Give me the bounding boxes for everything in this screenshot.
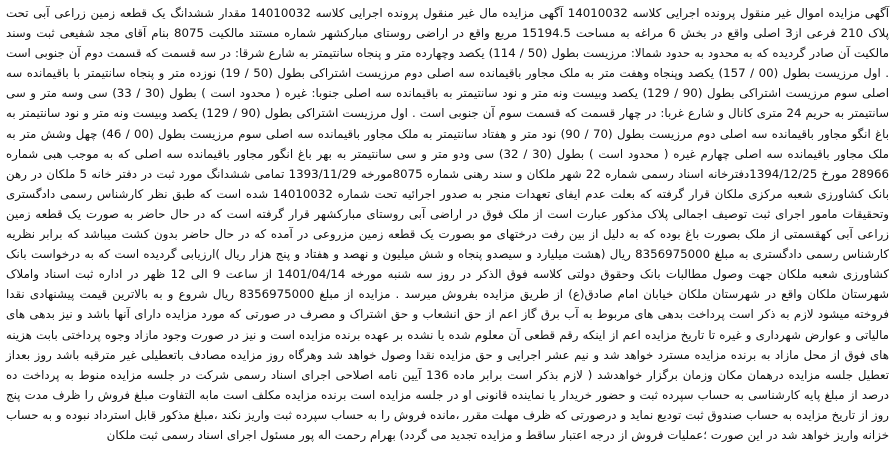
auction-notice-text: آگهی مزایده اموال غیر منقول پرونده اجرایی کلاسه 14010032 آگهی مزایده مال غیر منقول پرونده اجرایی کلاسه 14010032 مقدار ششدانگ یک قطعه زمین زراعی آبی تحت پلاک 210 فرعی از3 اصلی واقع در بخش 6 مراغه به مساحت 15194.5 مربع واقع در اراضی روستای مبارکشهر شماره مستند مالکیت 8075 بنام آقای مجد شفیعی ثبت وسند مالکیت آن صادر گردیده که به محدود به حدود شمالا: مرزیست بطول (50 / 114) یکصد وچهارده متر و پنجاه سانتیمتر به شارع شرقا: در سه قسمت که قسمت دوم آن جنوبی است . اول مرزیست بطول (00 / 157) یکصد وپنجاه وهفت متر به ملک مجاور باقیمانده سه اصلی دوم مرزیست اشتراکی بطول (50 / 19) نوزده متر و پنجاه سانتیمتر با باقیمانده سه اصلی سوم مرزیست اشتراکی بطول (90 / 129) یکصد وبیست ونه متر و نود سانتیمتر به باقیمانده سه اصلی جنوبا: غیره ( محدود است ) بطول (30 / 33) سی وسه متر و سی سانتیمتر به حریم 24 متری کانال و شارع غربا: در چهار قسمت که قسمت سوم آن جنوبی است . اول مرزیست اشتراکی بطول (90 / 129) یکصد وبیست ونه متر و نود سانتیمتر به باغ انگو مجاور باقیمانده سه اصلی دوم مرزیست بطول (70 / 90) نود متر و هفتاد سانتیمتر به ملک مجاور باقیمانده سه اصلی سوم مرزیست بطول (00 / 46) چهل وشش متر به ملک مجاور باقیمانده سه اصلی چهارم غیره ( محدود است ) بطول (30 / 32) سی ودو متر و سی سانتیمتر به بهر باغ انگور مجاور باقیمانده سه اصلی که به موجب هبی شماره 28966 مورخ 1394/12/25دفترخانه اسناد رسمی شماره 22 شهر ملکان و سند رهنی شماره 8075مورخه 1393/11/29 تمامی ششدانگ مورد ثبت در دفتر خانه 5 ملکان در رهن بانک کشاورزی شعبه مرکزی ملکان قرار گرفته که بعلت عدم ایفای تعهدات منجر به صدور اجرائیه تحت شماره 14010032 شده است که طبق نظر کارشناس رسمی دادگستری وتحقیقات مامور اجرای ثبت توصیف اجمالی پلاک مذکور عبارت است از ملک فوق در اراضی آبی روستای مبارکشهر قرار گرفته است که در حال حاضر به صورت یک قطعه زمین زراعی آبی کهقسمتی از ملک بصورت باغ بوده که به دلیل از بین رفت درختهای مو بصورت یک قطعه زمین مزروعی در آمده که در حال حاضر بدون کشت میباشد که برابر نظریه کارشناس رسمی دادگستری به مبلغ 8356975000 ریال (هشت میلیارد و سیصدو پنجاه و شش میلیون و نهصد و هفتاد و پنج هزار ریال )ارزیابی گردیده است که به درخواست بانک کشاورزی شعبه ملکان جهت وصول مطالبات بانک وحقوق دولتی کلاسه فوق الذکر در روز سه شنبه مورخه 1401/04/14 از ساعت 9 الی 12 ظهر در اداره ثبت اسناد واملاک شهرستان ملکان واقع در شهرستان ملکان خیابان امام صادق(ع) از طریق مزایده بفروش میرسد . مزایده از مبلغ 8356975000 ریال شروع و به بالاترین قیمت پیشنهادی نقدا فروخته میشود لازم به ذکر است پرداخت بدهی های مربوط به آب برق گاز اعم از حق انشعاب و حق اشتراک و مصرف در صورتی که مورد مزایده دارای آنها باشد و نیز بدهی های مالیاتی و عوارض شهرداری و غیره تا تاریخ مزایده اعم از اینکه رقم قطعی آن معلوم شده یا نشده بر عهده برنده مزایده است و نیز در صورت وجود مازاد وجوه پرداختی بابت هزینه های فوق از محل مازاد به برنده مزایده مسترد خواهد شد و نیم عشر اجرایی و حق مزایده نقدا وصول خواهد شد وهرگاه روز مزایده مصادف باتعطیلی غیر مترقبه باشد روز بعداز تعطیل جلسه مزایده درهمان مکان وزمان برگزار خواهدشد ( لازم بذکر است برابر ماده 136 آیین نامه اصلاحی اجرای اسناد رسمی شرکت در جلسه مزایده منوط به پرداخت ده درصد از مبلغ پایه کارشناسی به حساب سپرده ثبت و حضور خریدار یا نماینده قانونی او در جلسه مزایده است برنده مزایده مکلف است مابه التفاوت مبلغ فروش را ظرف مدت پنج روز از تاریخ مزایده به حساب صندوق ثبت تودیع نماید و درصورتی که ظرف مهلت مقرر ،مانده فروش را به حساب سپرده ثبت واریز نکند ،مبلغ مذکور قابل استرداد نبوده و به حساب خزانه واریز خواهد شد در این صورت ؛عملیات فروش از درجه اعتبار ساقط و مزایده تجدید می گردد) بهرام رحمت اله پور مسئول اجرای اسناد رسمی ثبت ملکان [6,6,890,442]
